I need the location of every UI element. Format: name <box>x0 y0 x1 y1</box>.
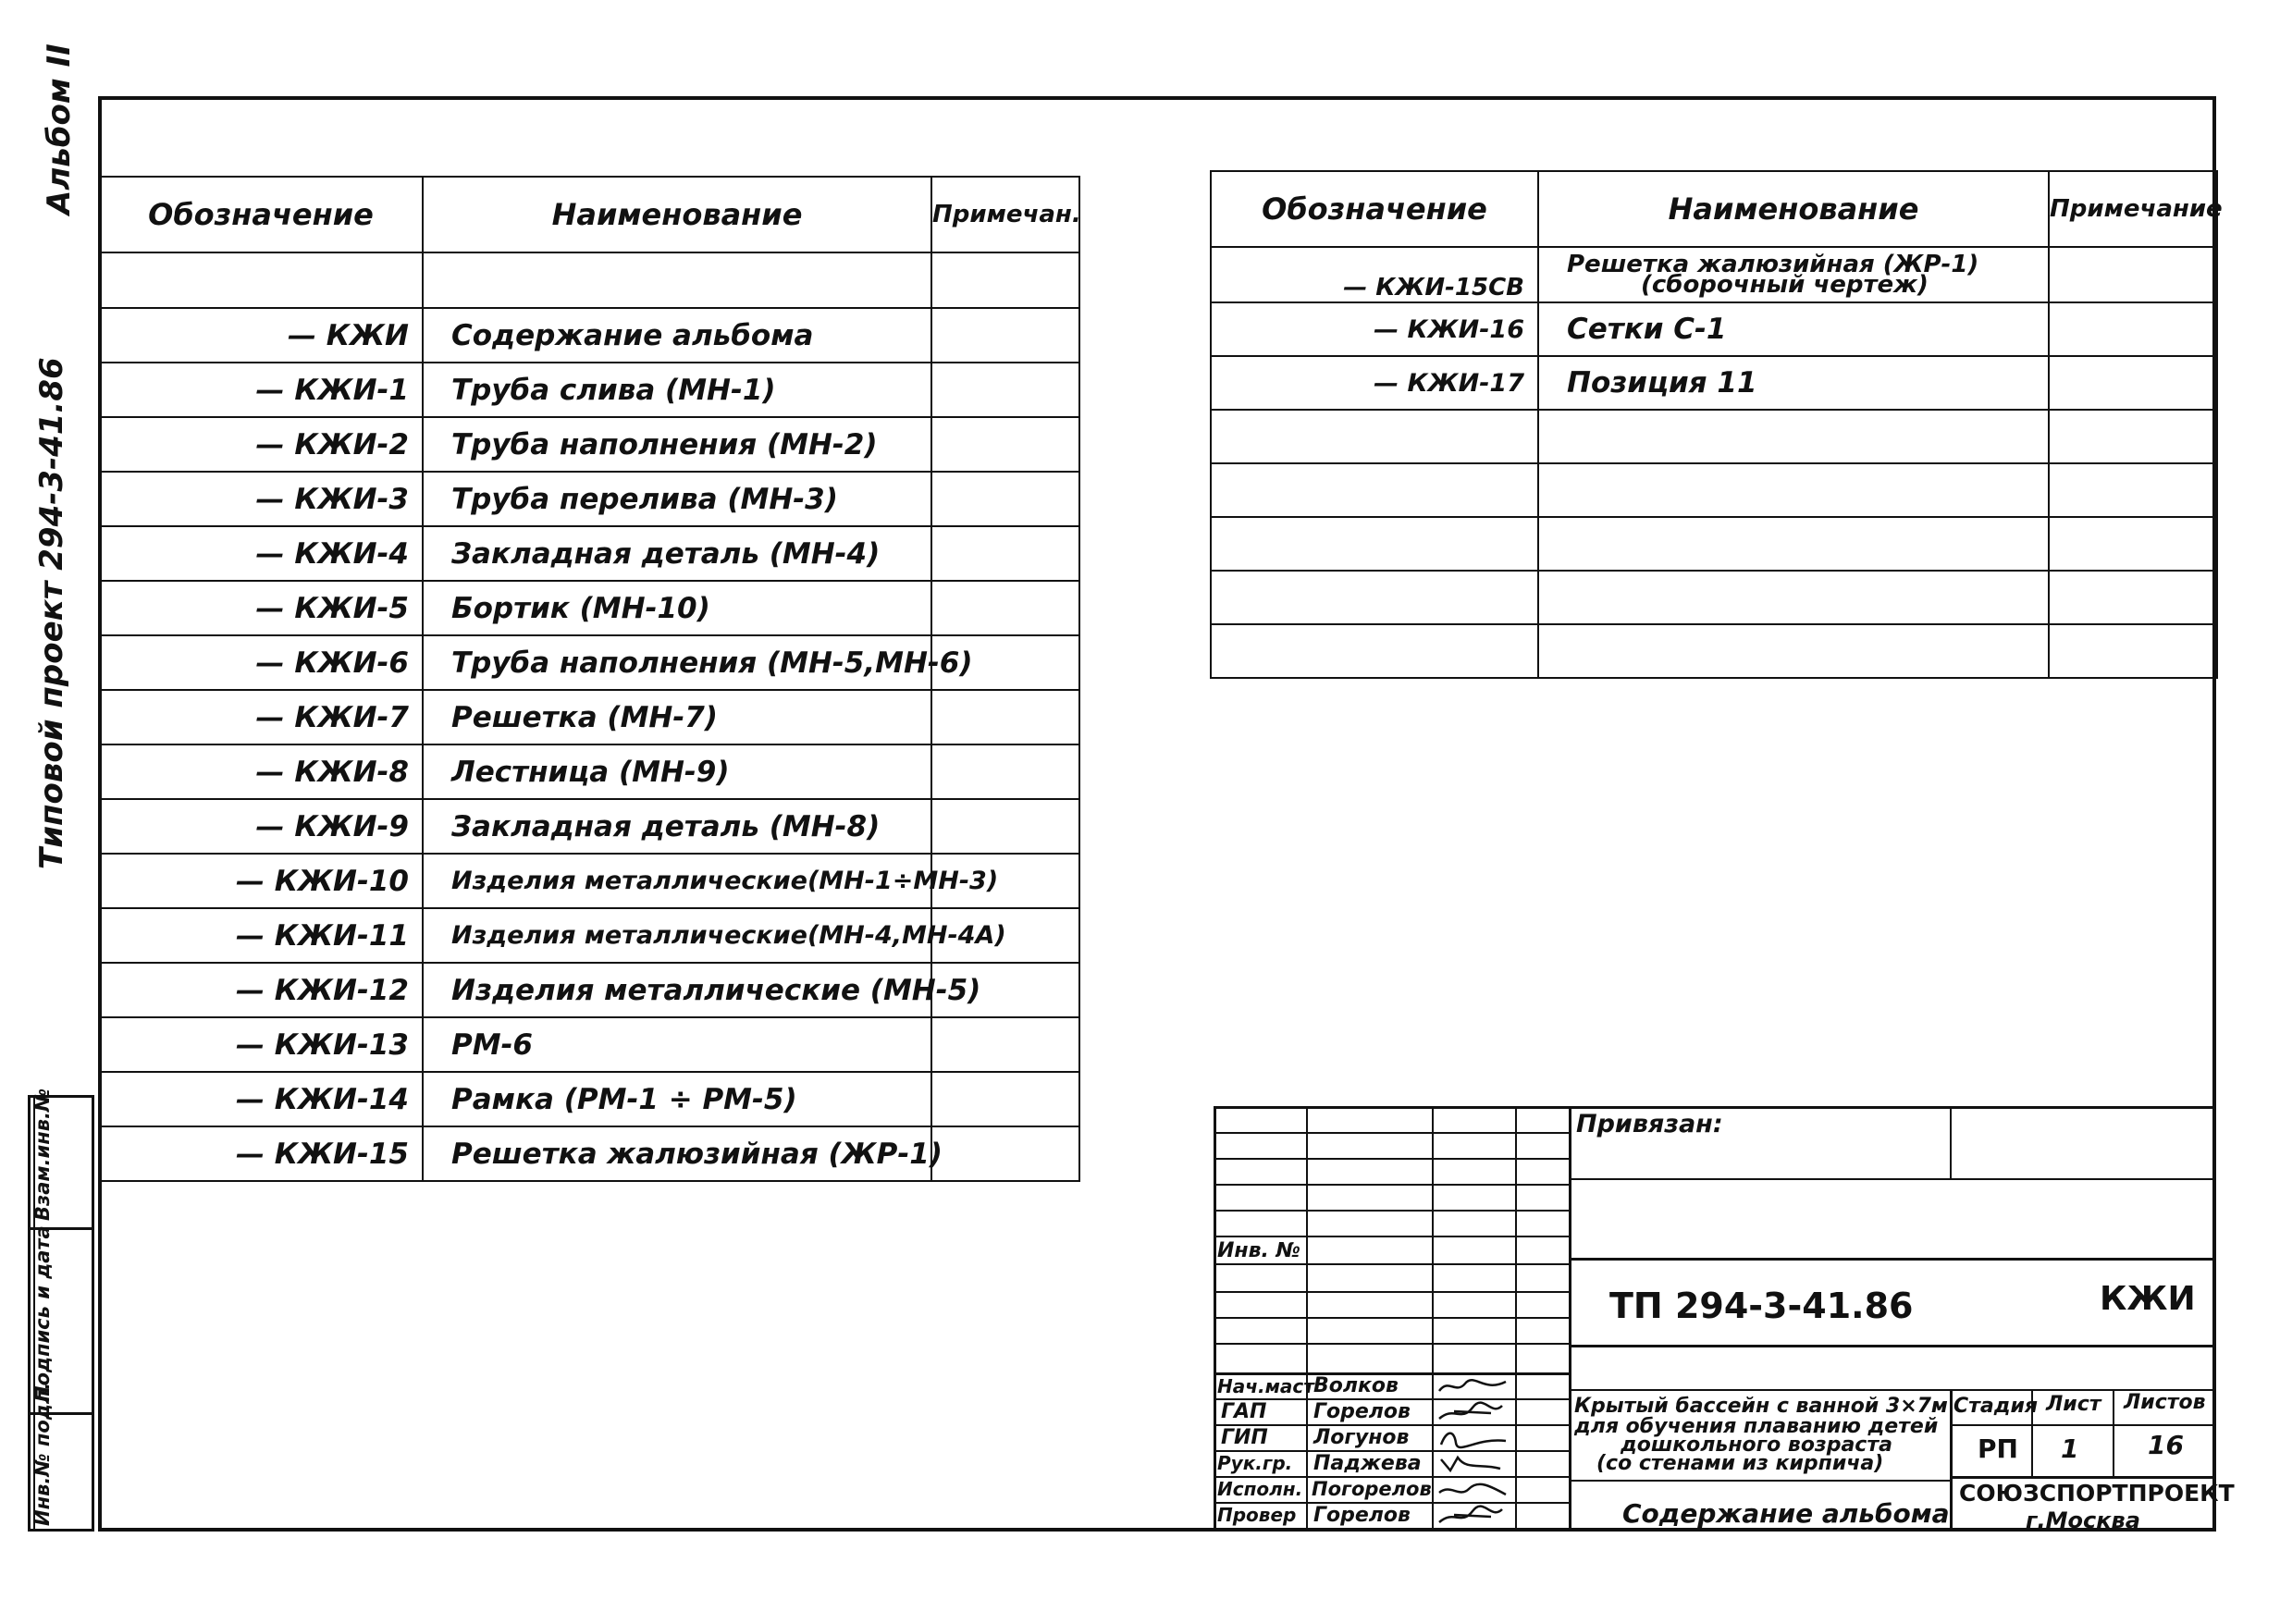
table-row <box>1211 247 2217 302</box>
row-code: — КЖИ-3 <box>99 472 423 526</box>
sheets-value: 16 <box>2148 1430 2184 1460</box>
row-code: — КЖИ-10 <box>99 854 423 908</box>
role-2: ГАП <box>1221 1400 1267 1423</box>
privyazan-label: Привязан: <box>1576 1110 1723 1138</box>
person-3: Логунов <box>1313 1426 1410 1449</box>
row-name: Труба наполнения (МН-5,МН-6) <box>423 635 931 690</box>
header-name: Наименование <box>1538 171 2049 247</box>
row-name: Изделия металлические (МН-5) <box>423 963 931 1017</box>
row-note <box>931 363 1079 417</box>
table-row <box>1211 302 2217 356</box>
role-4: Рук.гр. <box>1217 1452 1293 1474</box>
role-1: Нач.маст <box>1217 1375 1314 1397</box>
row-name-line2: (сборочный чертеж) <box>1641 271 1929 299</box>
row-name: Бортик (МН-10) <box>423 581 931 635</box>
sheet-title: Содержание альбома <box>1622 1498 1950 1529</box>
table-row <box>99 635 1079 690</box>
inv-label: Инв. № <box>1217 1239 1301 1262</box>
row-note <box>2049 410 2217 463</box>
row-name: Труба наполнения (МН-2) <box>423 417 931 472</box>
object-name-line1: Крытый бассейн с ванной 3×7м <box>1574 1395 1948 1418</box>
side-label-invpodl: Инв.№ подл. <box>31 1382 54 1526</box>
table-row <box>99 363 1079 417</box>
role-3: ГИП <box>1221 1426 1268 1449</box>
row-note <box>931 581 1079 635</box>
row-note <box>2049 247 2217 302</box>
table-row <box>99 526 1079 581</box>
row-code: — КЖИ-9 <box>99 799 423 854</box>
sheet-code: КЖИ <box>2100 1280 2196 1318</box>
table-row <box>99 417 1079 472</box>
row-name <box>1538 517 2049 571</box>
row-code <box>1211 517 1538 571</box>
row-note <box>931 417 1079 472</box>
org-name: СОЮЗСПОРТПРОЕКТ <box>1959 1480 2235 1507</box>
doc-code: ТП 294-3-41.86 <box>1609 1286 1914 1326</box>
table-row <box>99 581 1079 635</box>
row-note <box>931 690 1079 744</box>
table-row <box>99 690 1079 744</box>
person-5: Погорелов <box>1312 1478 1432 1500</box>
row-name: Труба слива (МН-1) <box>423 363 931 417</box>
table-row <box>99 963 1079 1017</box>
table-header <box>1211 171 2217 247</box>
row-code: — КЖИ-15 <box>99 1126 423 1181</box>
row-name: Сетки С-1 <box>1538 302 2049 356</box>
row-code: — КЖИ-12 <box>99 963 423 1017</box>
row-name: Лестница (МН-9) <box>423 744 931 799</box>
header-note: Примечан. <box>931 177 1079 252</box>
row-code <box>1211 410 1538 463</box>
table-row <box>99 1017 1079 1072</box>
table-row <box>99 908 1079 963</box>
row-note <box>2049 624 2217 678</box>
project-label: Типовой проект 294-3-41.86 <box>33 357 70 869</box>
sheets-label: Листов <box>2124 1391 2206 1414</box>
row-code: — КЖИ-1 <box>99 363 423 417</box>
row-name: Закладная деталь (МН-4) <box>423 526 931 581</box>
row-code: — КЖИ-14 <box>99 1072 423 1126</box>
table-row <box>1211 624 2217 678</box>
row-name-line1: Решетка жалюзийная (ЖР-1) <box>1567 251 1979 278</box>
row-code <box>1211 571 1538 624</box>
row-code <box>1211 624 1538 678</box>
header-designation: Обозначение <box>1211 171 1538 247</box>
row-name: Рамка (РМ-1 ÷ РМ-5) <box>423 1072 931 1126</box>
row-note <box>2049 463 2217 517</box>
stage-value: РП <box>1978 1433 2018 1464</box>
side-label-podpis: Подпись и дата <box>31 1225 54 1402</box>
signature-icon <box>1436 1428 1510 1448</box>
signature-icon <box>1436 1376 1510 1396</box>
object-name-line3: дошкольного возраста <box>1621 1433 1892 1457</box>
row-code: — КЖИ <box>99 308 423 363</box>
row-name: Решетка жалюзийная (ЖР-1) <box>423 1126 931 1181</box>
table-row <box>99 799 1079 854</box>
table-row <box>1211 463 2217 517</box>
row-note <box>931 799 1079 854</box>
row-note <box>2049 356 2217 410</box>
row-note <box>931 472 1079 526</box>
row-name: Труба перелива (МН-3) <box>423 472 931 526</box>
album-label: Альбом II <box>41 43 78 215</box>
row-code: — КЖИ-15СВ <box>1211 247 1538 302</box>
row-code: — КЖИ-2 <box>99 417 423 472</box>
person-1: Волков <box>1313 1374 1399 1397</box>
table-row <box>1211 410 2217 463</box>
person-4: Паджева <box>1313 1452 1422 1475</box>
signature-icon <box>1436 1506 1510 1526</box>
header-note: Примечание <box>2049 171 2217 247</box>
row-code: — КЖИ-16 <box>1211 302 1538 356</box>
stage-label: Стадия <box>1953 1395 2039 1418</box>
sheet-label: Лист <box>2046 1393 2101 1416</box>
row-name <box>1538 571 2049 624</box>
contents-table-right <box>1210 170 2223 679</box>
row-note <box>931 1017 1079 1072</box>
row-code: — КЖИ-5 <box>99 581 423 635</box>
header-designation: Обозначение <box>99 177 423 252</box>
row-note <box>931 308 1079 363</box>
row-code: — КЖИ-4 <box>99 526 423 581</box>
row-name <box>1538 624 2049 678</box>
org-city: г.Москва <box>2026 1507 2140 1533</box>
table-row <box>99 1126 1079 1181</box>
row-name: Изделия металлические(МН-1÷МН-3) <box>423 854 931 908</box>
row-note <box>931 1072 1079 1126</box>
table-row <box>99 1072 1079 1126</box>
row-name: Изделия металлические(МН-4,МН-4А) <box>423 908 931 963</box>
row-name <box>1538 410 2049 463</box>
object-name-line4: (со стенами из кирпича) <box>1596 1452 1884 1475</box>
row-note <box>931 526 1079 581</box>
role-5: Исполн. <box>1217 1478 1303 1500</box>
table-row <box>99 252 1079 308</box>
row-code: — КЖИ-13 <box>99 1017 423 1072</box>
row-note <box>931 1126 1079 1181</box>
row-note <box>931 252 1079 308</box>
table-row <box>1211 517 2217 571</box>
table-row <box>1211 571 2217 624</box>
row-code: — КЖИ-8 <box>99 744 423 799</box>
row-note <box>931 744 1079 799</box>
person-2: Горелов <box>1313 1400 1411 1423</box>
row-name <box>1538 463 2049 517</box>
row-code <box>1211 463 1538 517</box>
signature-icon <box>1436 1402 1510 1422</box>
row-name: Позиция 11 <box>1538 356 2049 410</box>
person-6: Горелов <box>1313 1504 1411 1527</box>
table-row <box>99 472 1079 526</box>
row-name: РМ-6 <box>423 1017 931 1072</box>
row-name <box>1538 247 2049 302</box>
row-note <box>2049 571 2217 624</box>
sheet-value: 1 <box>2061 1433 2079 1464</box>
row-name <box>423 252 931 308</box>
row-code: — КЖИ-11 <box>99 908 423 963</box>
row-name: Закладная деталь (МН-8) <box>423 799 931 854</box>
side-label-vzam: Взам.инв.№ <box>31 1088 54 1221</box>
object-name-line2: для обучения плаванию детей <box>1574 1415 1939 1438</box>
row-note <box>2049 302 2217 356</box>
table-row <box>99 308 1079 363</box>
table-row <box>1211 356 2217 410</box>
table-header <box>99 177 1079 252</box>
row-code: — КЖИ-7 <box>99 690 423 744</box>
table-row <box>99 854 1079 908</box>
table-row <box>99 744 1079 799</box>
row-name: Решетка (МН-7) <box>423 690 931 744</box>
contents-table-left <box>98 176 1080 1182</box>
signature-icon <box>1436 1454 1510 1474</box>
row-name: Содержание альбома <box>423 308 931 363</box>
role-6: Провер <box>1217 1504 1297 1526</box>
row-note <box>2049 517 2217 571</box>
row-code <box>99 252 423 308</box>
signature-icon <box>1436 1480 1510 1500</box>
header-name: Наименование <box>423 177 931 252</box>
row-code: — КЖИ-17 <box>1211 356 1538 410</box>
row-code: — КЖИ-6 <box>99 635 423 690</box>
